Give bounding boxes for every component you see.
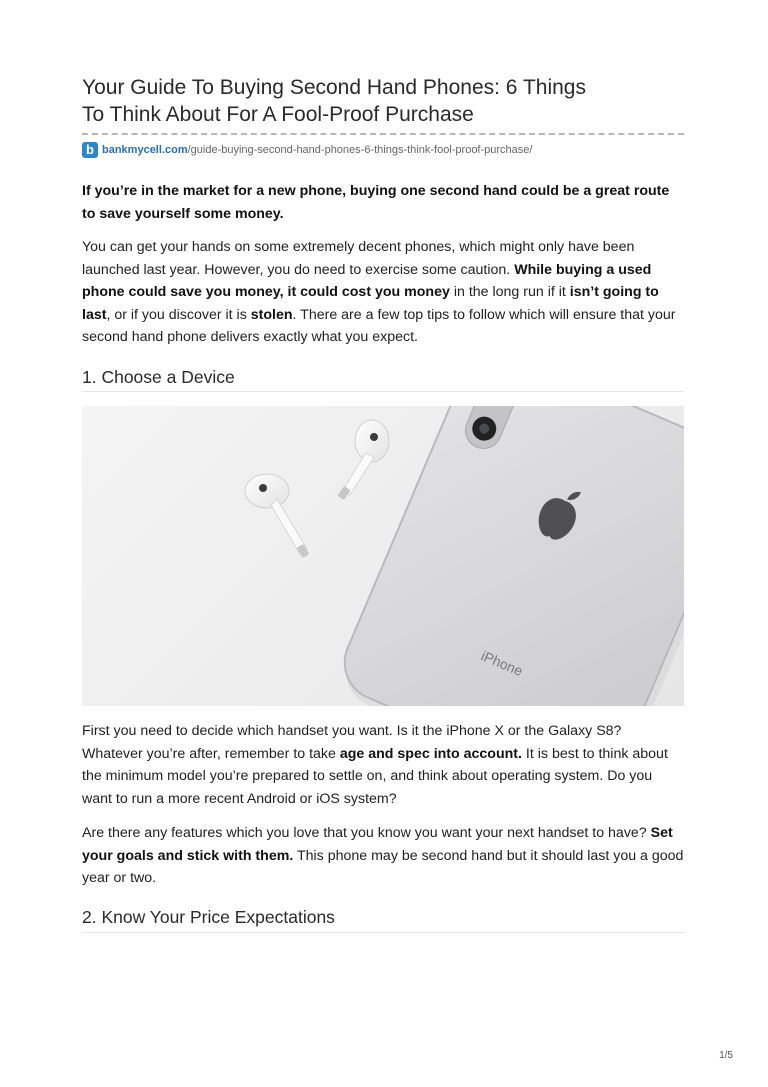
p1-bold-1: While buying a used phone could save you money, it could cost you money	[82, 261, 652, 300]
section-1-heading: 1. Choose a Device	[82, 367, 235, 387]
p2-bold-1: age and spec into account.	[339, 745, 522, 762]
p1-text-3: , or if you discover it is	[106, 306, 251, 323]
paragraph-3	[82, 822, 684, 890]
section-2-rule	[82, 932, 684, 933]
device-photo	[82, 406, 684, 706]
p1-text-2: in the long run if it	[449, 284, 570, 300]
airpod-left-icon	[245, 474, 309, 558]
p2-text-2: It is best to think about the minimum model you’re prepared to settle on, and think about operating system. Do you want to run a more recent Android or iOS system?	[82, 745, 668, 807]
section-1-rule	[82, 391, 684, 392]
p2-text-1: First you need to decide which handset you want. Is it the iPhone X or the Galaxy S8? Whatever you’re after, remember to take	[82, 723, 622, 762]
p3-text-1: Are there any features which you love that you know you want your next handset to have?	[82, 825, 651, 841]
source-link[interactable]	[82, 141, 532, 159]
intro-bold-text: If you’re in the market for a new phone, buying one second hand could be a great route to save yourself some money.	[82, 183, 670, 222]
p3-text-2: This phone may be second hand but it should last you a good year or two.	[82, 847, 684, 886]
p1-text-4: . There are a few top tips to follow which will ensure that your second hand phone delivers exactly what you expect.	[82, 306, 676, 345]
title-line-2: To Think About For A Fool-Proof Purchase	[82, 103, 474, 126]
iphone-label: iPhone	[478, 647, 526, 680]
title-line-1: Your Guide To Buying Second Hand Phones: 6 Things	[82, 76, 586, 99]
p3-bold-1: Set your goals and stick with them.	[82, 825, 673, 864]
p1-bold-3: stolen	[250, 306, 293, 323]
bankmycell-logo-icon: b	[82, 142, 98, 158]
page-indicator: 1/5	[719, 1050, 733, 1061]
photo-illustration	[82, 406, 684, 706]
intro-paragraph	[82, 180, 684, 225]
page-title	[82, 74, 684, 128]
paragraph-2	[82, 720, 684, 810]
paragraph-1	[82, 236, 684, 349]
p1-text-1: You can get your hands on some extremely decent phones, which might only have been launched last year. However, you do need to exercise some caution.	[82, 239, 635, 278]
source-domain[interactable]: bankmycell.com	[102, 144, 188, 156]
section-2-heading: 2. Know Your Price Expectations	[82, 907, 335, 927]
airpod-right-icon	[337, 420, 389, 500]
source-path[interactable]: /guide-buying-second-hand-phones-6-things-think-fool-proof-purchase/	[187, 144, 533, 156]
p1-bold-2: isn’t going to last	[82, 284, 659, 323]
title-divider	[82, 133, 684, 135]
